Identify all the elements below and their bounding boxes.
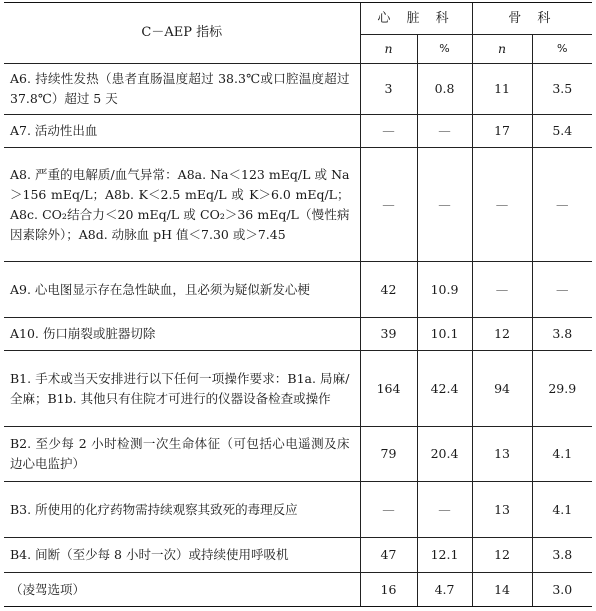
orthopedics-n-cell: — bbox=[472, 262, 532, 318]
cardiology-pct-cell: — bbox=[417, 148, 472, 262]
cardiology-pct-cell: 20.4 bbox=[417, 427, 472, 482]
cardiology-pct-cell: — bbox=[417, 115, 472, 148]
orthopedics-n-cell: 12 bbox=[472, 318, 532, 351]
orthopedics-pct-cell: 5.4 bbox=[532, 115, 592, 148]
row-label: A10. 伤口崩裂或脏器切除 bbox=[4, 318, 360, 351]
cardiology-pct-cell: 10.1 bbox=[417, 318, 472, 351]
cardiology-n-cell: 16 bbox=[360, 573, 417, 607]
table-row bbox=[4, 64, 592, 115]
orthopedics-pct-cell: 4.1 bbox=[532, 482, 592, 538]
orthopedics-pct-header: % bbox=[532, 35, 592, 64]
cardiology-pct-cell: 42.4 bbox=[417, 351, 472, 427]
cardiology-pct-cell: 4.7 bbox=[417, 573, 472, 607]
table-row bbox=[4, 115, 592, 148]
orthopedics-header: 骨 科 bbox=[472, 3, 592, 35]
table-row bbox=[4, 482, 592, 538]
orthopedics-pct-cell: — bbox=[532, 148, 592, 262]
table-row bbox=[4, 573, 592, 607]
cardiology-pct-cell: 12.1 bbox=[417, 538, 472, 573]
cardiology-header: 心 脏 科 bbox=[360, 3, 472, 35]
cardiology-n-cell: — bbox=[360, 148, 417, 262]
orthopedics-n-cell: 94 bbox=[472, 351, 532, 427]
row-label: （凌驾选项） bbox=[4, 573, 360, 607]
orthopedics-n-cell: 13 bbox=[472, 482, 532, 538]
cardiology-n-cell: — bbox=[360, 482, 417, 538]
cardiology-n-cell: 39 bbox=[360, 318, 417, 351]
table-row bbox=[4, 427, 592, 482]
row-label: B3. 所使用的化疗药物需持续观察其致死的毒理反应 bbox=[4, 482, 360, 538]
orthopedics-pct-cell: 3.5 bbox=[532, 64, 592, 115]
orthopedics-pct-cell: 3.8 bbox=[532, 318, 592, 351]
cardiology-n-cell: 164 bbox=[360, 351, 417, 427]
orthopedics-pct-cell: 4.1 bbox=[532, 427, 592, 482]
cardiology-n-cell: 47 bbox=[360, 538, 417, 573]
table-row bbox=[4, 318, 592, 351]
cardiology-n-header: n bbox=[360, 35, 417, 64]
row-label: A8. 严重的电解质/血气异常：A8a. Na＜123 mEq/L 或 Na＞156 mEq/L；A8b. K＜2.5 mEq/L 或 K＞6.0 mEq/L；A8c. CO₂结合力＜20 mEq/L 或 CO₂＞36 mEq/L（慢性病因素除外）；A8d. 动脉血 pH 值＜7.30 或＞7.45 bbox=[4, 148, 360, 262]
orthopedics-n-cell: 17 bbox=[472, 115, 532, 148]
row-label: A7. 活动性出血 bbox=[4, 115, 360, 148]
row-label: A6. 持续性发热（患者直肠温度超过 38.3℃或口腔温度超过 37.8℃）超过 5 天 bbox=[4, 64, 360, 115]
cardiology-pct-cell: 0.8 bbox=[417, 64, 472, 115]
table-row bbox=[4, 148, 592, 262]
orthopedics-pct-cell: 29.9 bbox=[532, 351, 592, 427]
orthopedics-n-cell: 12 bbox=[472, 538, 532, 573]
orthopedics-n-cell: 14 bbox=[472, 573, 532, 607]
cardiology-n-cell: — bbox=[360, 115, 417, 148]
orthopedics-n-cell: 13 bbox=[472, 427, 532, 482]
orthopedics-n-cell: 11 bbox=[472, 64, 532, 115]
table-row bbox=[4, 351, 592, 427]
table-row bbox=[4, 538, 592, 573]
table-row bbox=[4, 262, 592, 318]
cardiology-pct-cell: — bbox=[417, 482, 472, 538]
orthopedics-pct-cell: 3.0 bbox=[532, 573, 592, 607]
cardiology-pct-header: % bbox=[417, 35, 472, 64]
orthopedics-pct-cell: — bbox=[532, 262, 592, 318]
orthopedics-n-cell: — bbox=[472, 148, 532, 262]
cardiology-n-cell: 79 bbox=[360, 427, 417, 482]
orthopedics-n-header: n bbox=[472, 35, 532, 64]
row-label: B1. 手术或当天安排进行以下任何一项操作要求：B1a. 局麻/全麻；B1b. 其他只有住院才可进行的仪器设备检查或操作 bbox=[4, 351, 360, 427]
row-label: B2. 至少每 2 小时检测一次生命体征（可包括心电遥测及床边心电监护） bbox=[4, 427, 360, 482]
row-label: A9. 心电图显示存在急性缺血，且必须为疑似新发心梗 bbox=[4, 262, 360, 318]
orthopedics-pct-cell: 3.8 bbox=[532, 538, 592, 573]
c-aep-table bbox=[4, 2, 592, 607]
indicator-header: C－AEP 指标 bbox=[4, 3, 360, 64]
cardiology-n-cell: 3 bbox=[360, 64, 417, 115]
cardiology-n-cell: 42 bbox=[360, 262, 417, 318]
row-label: B4. 间断（至少每 8 小时一次）或持续使用呼吸机 bbox=[4, 538, 360, 573]
cardiology-pct-cell: 10.9 bbox=[417, 262, 472, 318]
